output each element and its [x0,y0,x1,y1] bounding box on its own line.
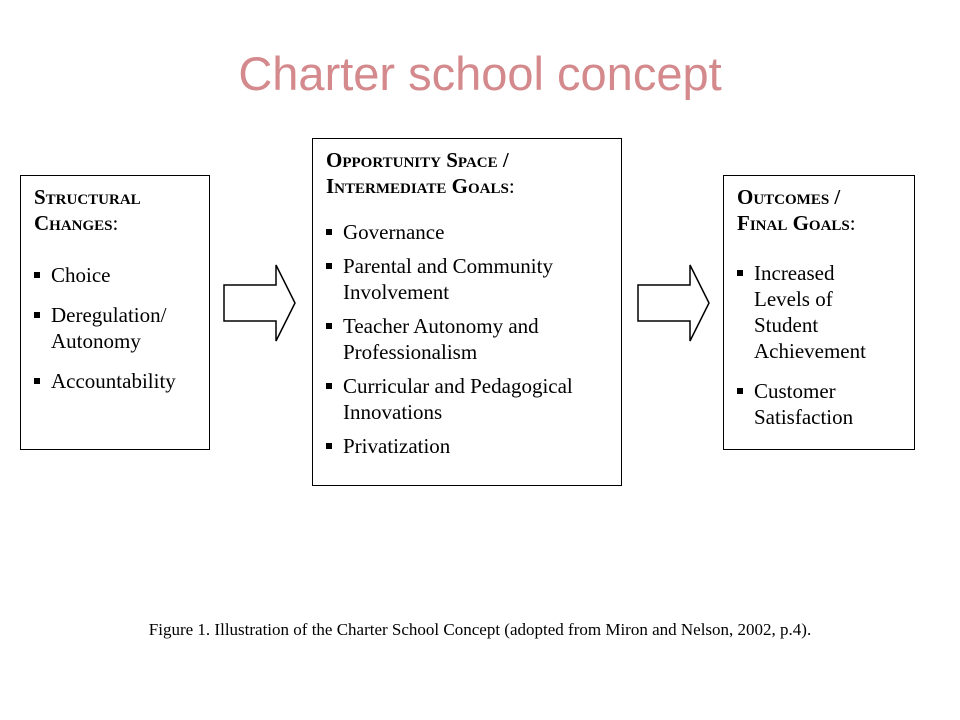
heading-line: Intermediate Goals [326,174,509,198]
list-item [326,253,573,305]
list-item-text: Privatization [343,434,451,458]
square-bullet-icon [34,312,40,318]
heading-line: Structural [34,185,141,209]
square-bullet-icon [34,378,40,384]
list-item-text: Teacher Autonomy and Professionalism [343,314,539,364]
figure-caption: Figure 1. Illustration of the Charter School Concept (adopted from Miron and Nelson, 2002, p.4). [148,620,812,639]
list-item-text: Increased Levels of Student Achievement [754,261,866,363]
list-item [34,262,176,288]
heading-line: Opportunity Space / [326,148,509,172]
square-bullet-icon [326,323,332,329]
outcomes-list [737,260,866,430]
structural-changes-list [34,262,176,394]
list-item-text: Curricular and Pedagogical Innovations [343,374,573,424]
heading-line: Outcomes / [737,185,841,209]
outcomes-box [723,175,915,450]
list-item [737,378,866,430]
square-bullet-icon [737,388,743,394]
opportunity-space-heading [326,147,515,199]
list-item-text: Choice [51,263,111,287]
list-item [326,373,573,425]
square-bullet-icon [326,443,332,449]
heading-line: Changes [34,211,113,235]
right-arrow-icon [222,263,298,343]
list-item-text: Governance [343,220,445,244]
list-item [34,368,176,394]
list-item-text: Parental and Community Involvement [343,254,553,304]
structural-changes-box [20,175,210,450]
list-item [737,260,866,364]
list-item-text: Customer Satisfaction [754,379,854,429]
list-item-text: Deregulation/ Autonomy [51,303,167,353]
heading-line: Final Goals [737,211,850,235]
list-item [326,313,573,365]
square-bullet-icon [737,270,743,276]
right-arrow-icon [636,263,712,343]
slide-title: Charter school concept [238,47,722,100]
structural-changes-heading [34,184,141,236]
square-bullet-icon [34,272,40,278]
heading-colon: : [849,211,856,235]
square-bullet-icon [326,229,332,235]
outcomes-heading [737,184,856,236]
square-bullet-icon [326,383,332,389]
opportunity-space-list [326,219,573,459]
square-bullet-icon [326,263,332,269]
list-item [326,433,573,459]
list-item [326,219,573,245]
heading-colon: : [508,174,515,198]
opportunity-space-box [312,138,622,486]
list-item [34,302,176,354]
list-item-text: Accountability [51,369,176,393]
heading-colon: : [112,211,119,235]
